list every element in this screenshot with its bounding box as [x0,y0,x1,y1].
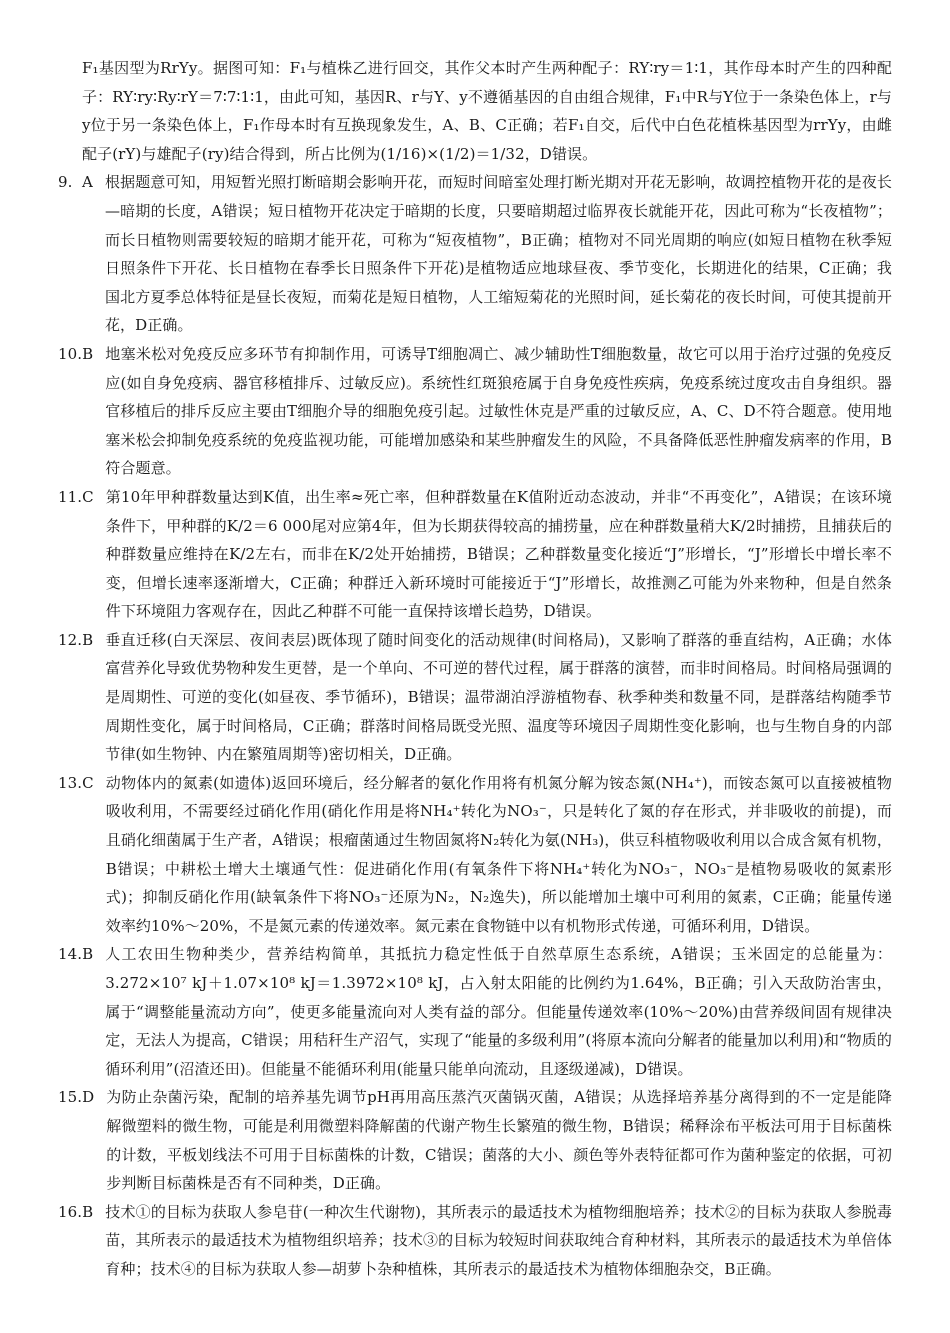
answer-item [58,1198,892,1284]
answer-item [58,1083,892,1197]
answer-item [58,769,892,941]
explanation-text: 根据题意可知，用短暂光照打断暗期会影响开花，而短时间暗室处理打断光期对开花无影响，故调控植物开花的是夜长—暗期的长度，A错误；短日植物开花决定于暗期的长度，只要暗期超过临界夜长就能开花，因此可称为“长夜植物”；而长日植物则需要较短的暗期才能开花，可称为“短夜植物”，B正确；植物对不同光周期的响应(如短日植物在秋季短日照条件下开花、长日植物在春季长日照条件下开花)是植物适应地球昼夜、季节变化，长期进化的结果，C正确；我国北方夏季总体特征是昼长夜短，而菊花是短日植物，人工缩短菊花的光照时间，延长菊花的夜长时间，可使其提前开花，D正确。 [104,173,892,335]
question-number: 16. [58,1202,83,1221]
question-number: 15. [58,1088,83,1107]
answer-item [58,483,892,626]
question-number: 14. [58,945,83,964]
answer-item [58,168,892,340]
question-number: 11. [58,487,83,506]
answer-letter: B [82,1202,94,1221]
question-number: 9. [58,173,73,192]
answer-letter: A [82,173,93,192]
answer-item [58,340,892,483]
explanation-text: 人工农田生物种类少，营养结构简单，其抵抗力稳定性低于自然草原生态系统，A错误；玉米固定的总能量为：3.272×10⁷ kJ＋1.07×10⁸ kJ＝1.3972×10⁸ kJ，占入射太阳能的比例约为1.64%，B正确；引入天敌防治害虫，属于“调整能量流动方向”，使更多能量流向对人类有益的部分。但能量传递效率(10%～20%)由营养级间固有规律决定，无法人为提高，C错误；用秸秆生产沼气，实现了“能量的多级利用”(将原本流向分解者的能量加以利用)和“物质的循环利用”(沼渣还田)。但能量不能循环利用(能量只能单向流动，且逐级递减)，D错误。 [105,945,892,1078]
explanation-text: 为防止杂菌污染，配制的培养基先调节pH再用高压蒸汽灭菌锅灭菌，A错误；从选择培养基分离得到的不一定是能降解微塑料的微生物，可能是利用微塑料降解菌的代谢产物生长繁殖的微生物，B错误；稀释涂布平板法可用于目标菌株的计数，平板划线法不可用于目标菌株的计数，C错误；菌落的大小、颜色等外表特征都可作为菌种鉴定的依据，可初步判断目标菌株是否有不同种类，D正确。 [106,1088,892,1193]
answer-list [58,168,892,1283]
answer-item [58,940,892,1083]
answer-item [58,626,892,769]
answer-letter: C [82,773,94,792]
answer-letter: C [82,487,94,506]
explanation-text: 第10年甲种群数量达到K值，出生率≈死亡率，但种群数量在K值附近动态波动，并非“不再变化”，A错误；在该环境条件下，甲种群的K/2＝6 000尾对应第4年，但为长期获得较高的捕捞量，应在种群数量稍大K/2时捕捞，且捕获后的种群数量应维持在K/2左右，而非在K/2处开始捕捞，B错误；乙种群数量变化接近“J”形增长，“J”形增长中增长率不变，但增长速率逐渐增大，C正确；种群迁入新环境时可能接近于“J”形增长，故推测乙可能为外来物种，但是自然条件下环境阻力客观存在，因此乙种群不可能一直保持该增长趋势，D错误。 [105,487,892,621]
answer-letter: B [82,945,94,964]
question-number: 13. [58,773,83,792]
answer-letter: B [82,344,94,363]
question-number: 10. [58,344,83,363]
explanation-text: 地塞米松对免疫反应多环节有抑制作用，可诱导T细胞凋亡、减少辅助性T细胞数量，故它可以用于治疗过强的免疫反应(如自身免疫病、器官移植排斥、过敏反应)。系统性红斑狼疮属于自身免疫性疾病，免疫系统过度攻击自身组织。器官移植后的排斥反应主要由T细胞介导的细胞免疫引起。过敏性休克是严重的过敏反应，A、C、D不符合题意。使用地塞米松会抑制免疫系统的免疫监视功能，可能增加感染和某些肿瘤发生的风险，不具备降低恶性肿瘤发病率的作用，B符合题意。 [105,344,892,478]
answer-letter: B [82,630,94,649]
answer-letter: D [82,1088,95,1107]
question-number: 12. [58,630,83,649]
answer-8-continuation: F₁基因型为RrYy。据图可知：F₁与植株乙进行回交，其作父本时产生两种配子：RY∶ry＝1∶1，其作母本时产生的四种配子：RY∶ry∶Ry∶rY＝7∶7∶1∶1，由此可知，基因R、r与Y、y不遵循基因的自由组合规律，F₁中R与Y位于一条染色体上，r与y位于另一条染色体上，F₁作母本时有互换现象发生，A、B、C正确；若F₁自交，后代中白色花植株基因型为rrYy，由雌配子(rY)与雄配子(ry)结合得到，所占比例为(1/16)×(1/2)＝1/32，D错误。 [82,59,892,163]
explanation-text: 技术①的目标为获取人参皂苷(一种次生代谢物)，其所表示的最适技术为植物细胞培养；技术②的目标为获取人参脱毒苗，其所表示的最适技术为植物组织培养；技术③的目标为较短时间获取纯合育种材料，其所表示的最适技术为单倍体育种；技术④的目标为获取人参—胡萝卜杂种植株，其所表示的最适技术为植物体细胞杂交，B正确。 [105,1202,892,1278]
explanation-text: 动物体内的氮素(如遗体)返回环境后，经分解者的氨化作用将有机氮分解为铵态氮(NH₄⁺)，而铵态氮可以直接被植物吸收利用，不需要经过硝化作用(硝化作用是将NH₄⁺转化为NO₃⁻，只是转化了氮的存在形式，并非吸收的前提)，而且硝化细菌属于生产者，A错误；根瘤菌通过生物固氮将N₂转化为氨(NH₃)，供豆科植物吸收利用以合成含氮有机物，B错误；中耕松土增大土壤通气性：促进硝化作用(有氧条件下将NH₄⁺转化为NO₃⁻，NO₃⁻是植物易吸收的氮素形式)；抑制反硝化作用(缺氧条件下将NO₃⁻还原为N₂，N₂逸失)，所以能增加土壤中可利用的氮素，C正确；能量传递效率约10%～20%，不是氮元素的传递效率。氮元素在食物链中以有机物形式传递，可循环利用，D错误。 [105,773,892,935]
explanation-text: 垂直迁移(白天深层、夜间表层)既体现了随时间变化的活动规律(时间格局)，又影响了群落的垂直结构，A正确；水体富营养化导致优势物种发生更替，是一个单向、不可逆的替代过程，属于群落的演替，而非时间格局。时间格局强调的是周期性、可逆的变化(如昼夜、季节循环)，B错误；温带湖泊浮游植物春、秋季种类和数量不同，是群落结构随季节周期性变化，属于时间格局，C正确；群落时间格局既受光照、温度等环境因子周期性变化影响，也与生物自身的内部节律(如生物钟、内在繁殖周期等)密切相关，D正确。 [105,630,892,764]
